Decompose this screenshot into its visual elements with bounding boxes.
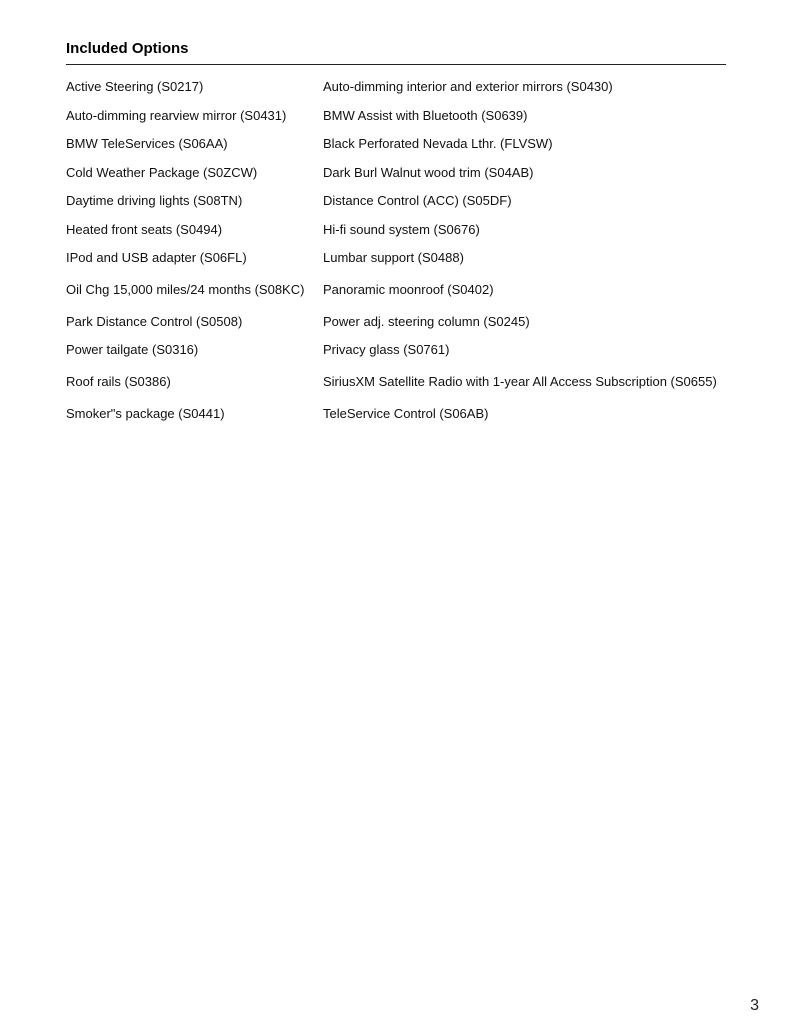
page-number: 3: [750, 997, 759, 1014]
option-item: Auto-dimming rearview mirror (S0431): [66, 107, 287, 123]
table-row: [66, 73, 726, 102]
included-options-section: [66, 38, 726, 428]
option-item: IPod and USB adapter (S06FL): [66, 250, 247, 266]
table-row: [66, 400, 726, 429]
option-item: Power adj. steering column (S0245): [323, 313, 530, 329]
option-item: Black Perforated Nevada Lthr. (FLVSW): [323, 136, 553, 152]
option-item: BMW Assist with Bluetooth (S0639): [323, 107, 528, 123]
option-item: Panoramic moonroof (S0402): [323, 282, 494, 297]
option-item: Park Distance Control (S0508): [66, 313, 243, 329]
option-item: Cold Weather Package (S0ZCW): [66, 164, 258, 180]
option-item: Daytime driving lights (S08TN): [66, 193, 243, 209]
option-item: Active Steering (S0217): [66, 79, 204, 95]
option-item: TeleService Control (S06AB): [323, 405, 489, 421]
option-item: Distance Control (ACC) (S05DF): [323, 193, 512, 209]
option-item: Smoker"s package (S0441): [66, 405, 225, 421]
option-item: Oil Chg 15,000 miles/24 months (S08KC): [66, 282, 305, 297]
table-row: [66, 308, 726, 337]
table-row: [66, 273, 726, 308]
table-row: [66, 244, 726, 273]
option-item: Power tailgate (S0316): [66, 342, 199, 358]
table-row: [66, 159, 726, 188]
table-row: [66, 130, 726, 159]
section-title: Included Options: [66, 40, 189, 57]
option-item: Heated front seats (S0494): [66, 221, 223, 237]
option-item: Hi-fi sound system (S0676): [323, 221, 480, 237]
option-item: SiriusXM Satellite Radio with 1-year All Access Subscription (S0655): [323, 374, 717, 389]
title-divider: [66, 64, 726, 65]
option-item: Auto-dimming interior and exterior mirrors (S0430): [323, 79, 613, 95]
table-row: [66, 216, 726, 245]
table-row: [66, 336, 726, 365]
table-row: [66, 102, 726, 131]
table-row: [66, 365, 726, 400]
option-item: Dark Burl Walnut wood trim (S04AB): [323, 164, 534, 180]
option-item: Lumbar support (S0488): [323, 250, 464, 266]
options-table: [66, 73, 726, 428]
option-item: Privacy glass (S0761): [323, 342, 450, 358]
option-item: BMW TeleServices (S06AA): [66, 136, 228, 152]
option-item: Roof rails (S0386): [66, 374, 171, 389]
table-row: [66, 187, 726, 216]
